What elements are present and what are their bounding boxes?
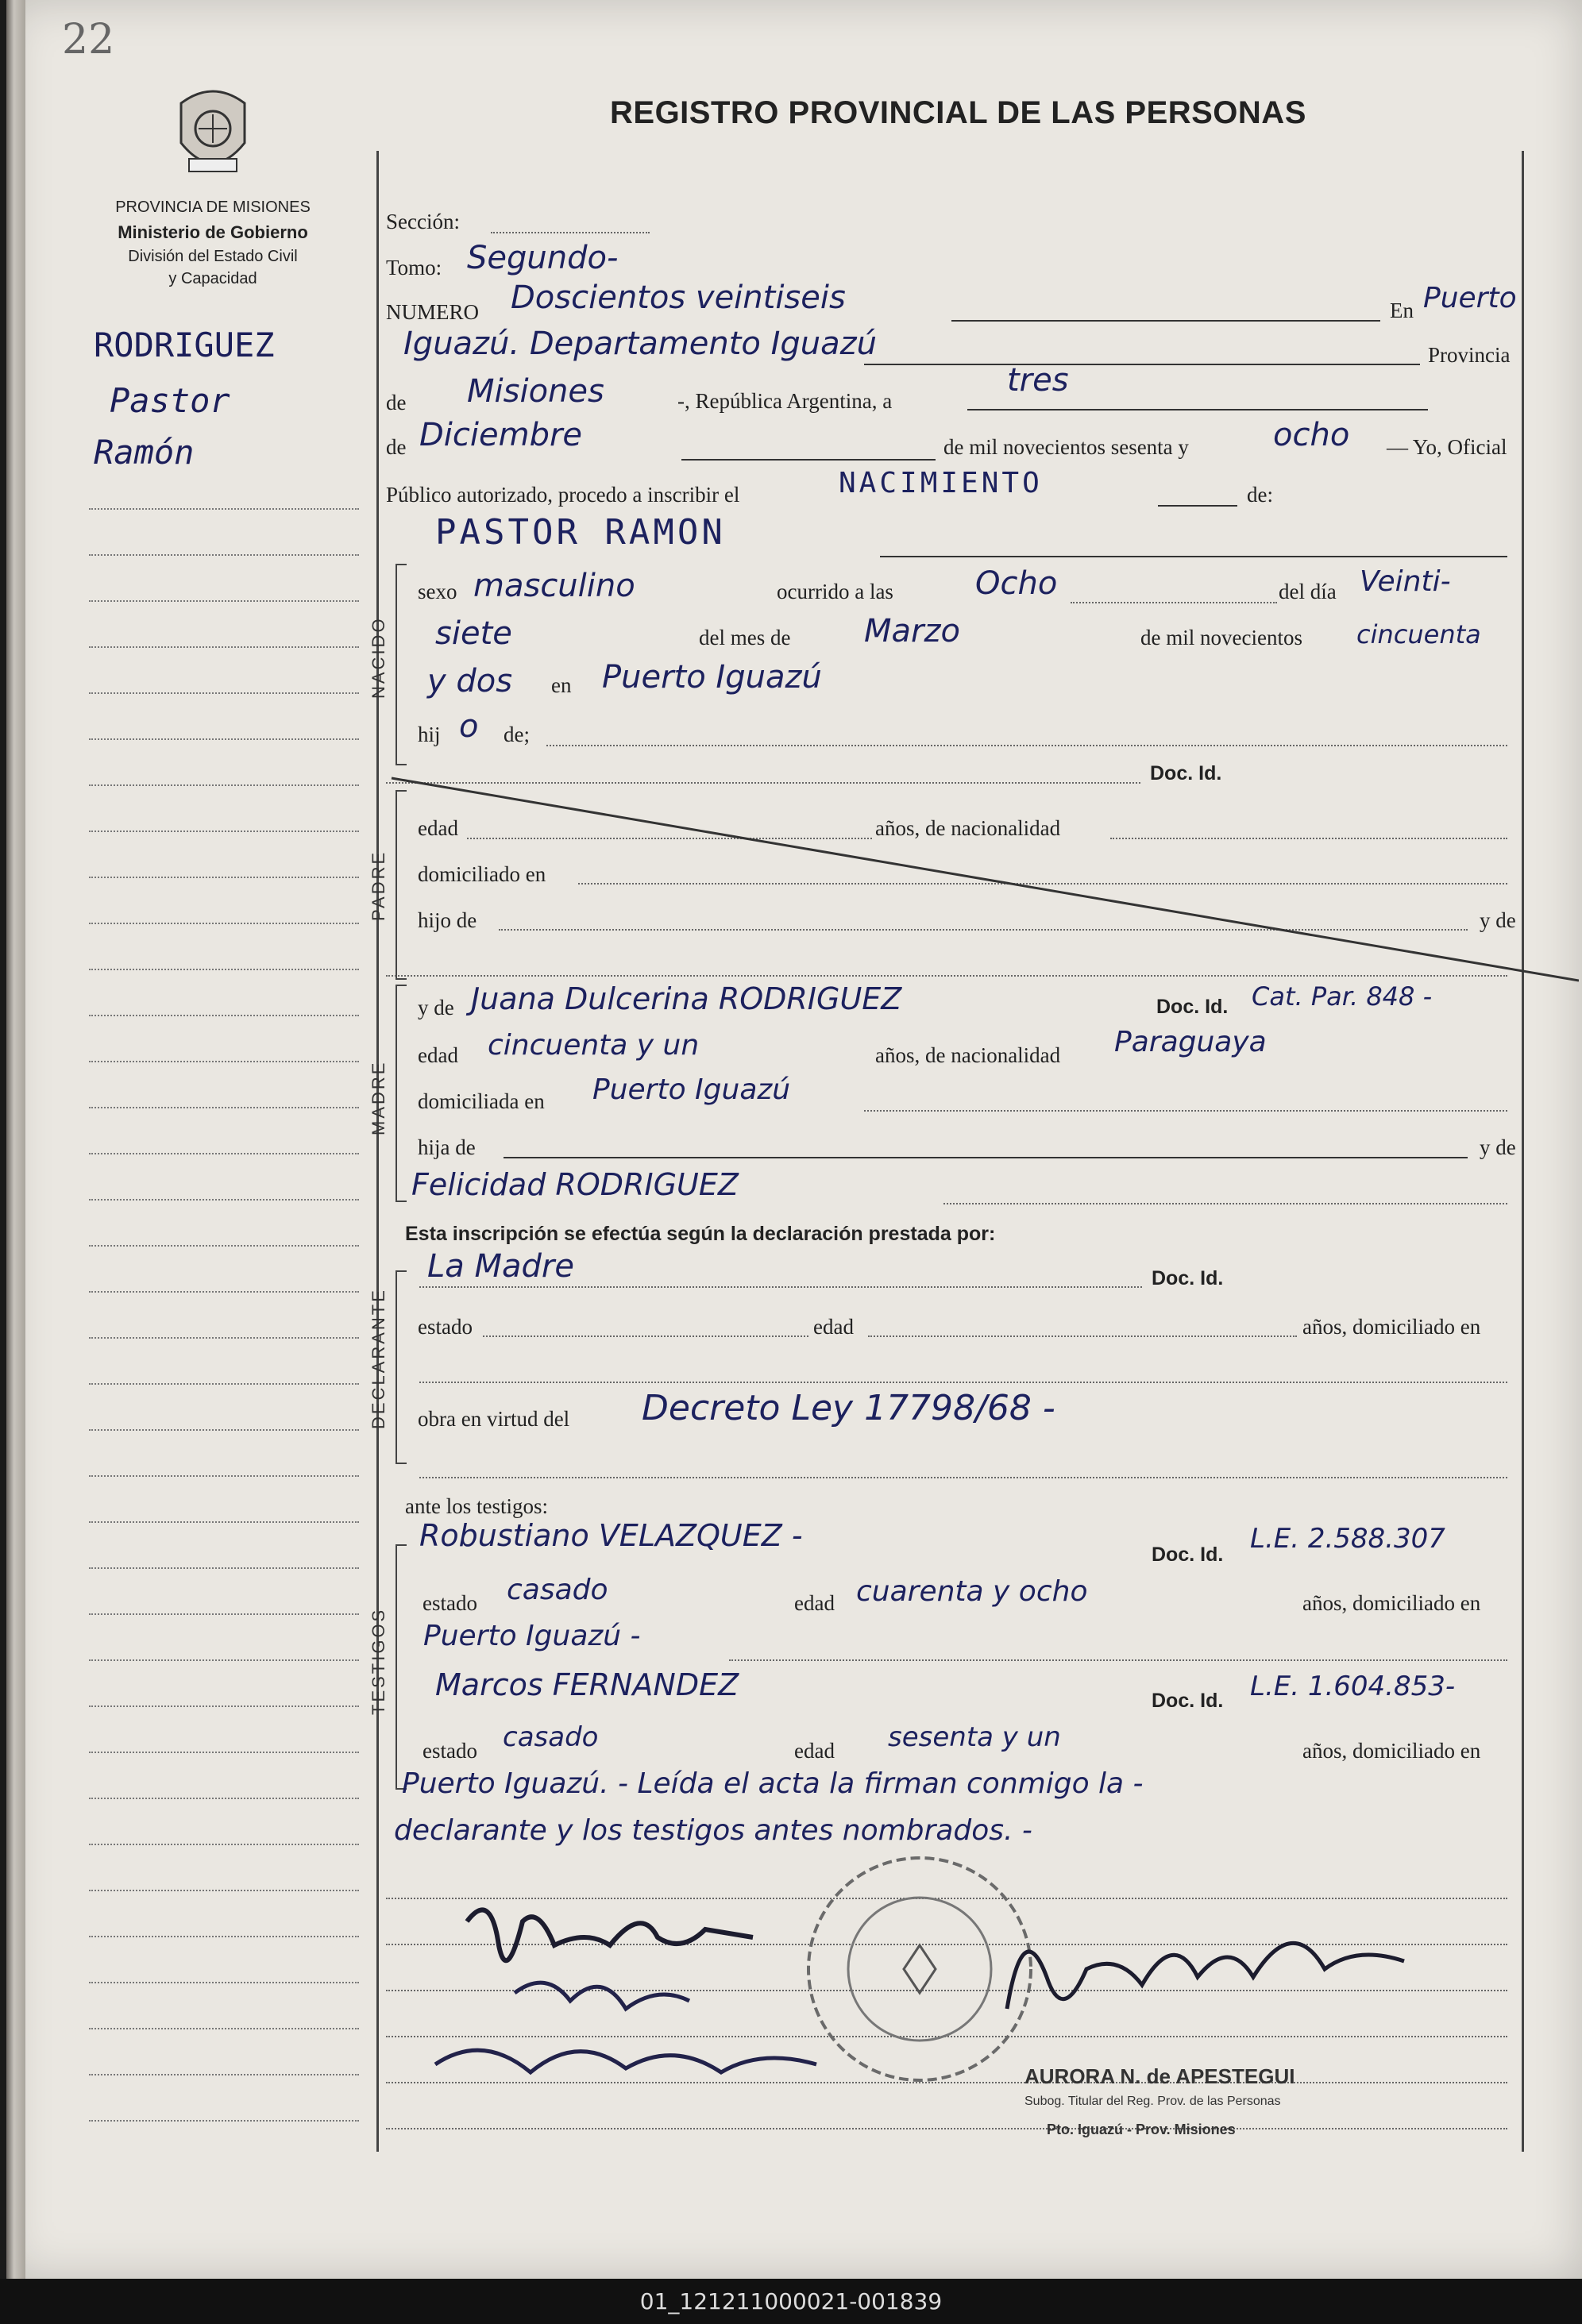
testigo-1-estado-label: estado (423, 1591, 477, 1615)
publico-text: Público autorizado, procedo a inscribir el (386, 483, 740, 507)
testigo-2-doc: L.E. 1.604.853- (1250, 1671, 1456, 1702)
provincia-de-label: de (386, 391, 407, 414)
margin-ruled-line (89, 831, 359, 832)
madre-name: Juana Dulcerina RODRIGUEZ (471, 981, 902, 1016)
margin-ruled-line (89, 1475, 359, 1477)
madre-yde-label: y de (418, 996, 454, 1019)
tomo-label: Tomo: (386, 256, 442, 279)
margin-ruled-line (89, 1936, 359, 1937)
margin-ruled-line (89, 1383, 359, 1385)
testigo-1-dom-line (729, 1659, 1507, 1661)
testigo-2-doc-label: Doc. Id. (1152, 1690, 1224, 1712)
province-crest-icon (165, 79, 260, 191)
seccion-line (491, 232, 650, 233)
lugar-value: Puerto Iguazú (602, 659, 822, 696)
margin-ruled-line (89, 1015, 359, 1016)
madre-section-label: MADRE (368, 1060, 388, 1135)
mes-line (681, 459, 936, 461)
margin-ruled-line (89, 2120, 359, 2122)
margin-ruled-line (89, 923, 359, 924)
margin-ruled-line (89, 1429, 359, 1431)
en-label: En (1390, 299, 1414, 322)
office-line-3: División del Estado Civil (128, 248, 298, 265)
margin-ruled-line (89, 1567, 359, 1569)
seccion-label: Sección: (386, 210, 460, 233)
testigo-2-dom-label: años, domiciliado en (1302, 1739, 1481, 1763)
document-title: REGISTRO PROVINCIAL DE LAS PERSONAS (610, 95, 1306, 130)
margin-ruled-line (89, 508, 359, 510)
place-value: Iguazú. Departamento Iguazú (403, 326, 877, 362)
madre-nac-value: Paraguaya (1114, 1026, 1267, 1058)
certificate-page (6, 0, 1582, 2279)
page-number: 22 (62, 16, 115, 64)
madre-dom-value: Puerto Iguazú (592, 1073, 791, 1106)
numero-value: Doscientos veintiseis (511, 279, 846, 316)
acto-value: NACIMIENTO (839, 467, 1043, 499)
padre-cancel-stroke (388, 774, 1579, 996)
nacido-section-label: NACIDO (368, 616, 388, 699)
margin-ruled-line (89, 1659, 359, 1661)
declarante-bracket (396, 1270, 407, 1464)
madre-doc-value: Cat. Par. 848 - (1252, 981, 1433, 1012)
madre-bracket (396, 985, 407, 1202)
office-line-2: Ministerio de Gobierno (118, 222, 308, 242)
declarante-doc-line (419, 1286, 1142, 1288)
margin-ruled-line (89, 1061, 359, 1062)
margin-ruled-line (89, 1890, 359, 1891)
place-line (864, 364, 1420, 365)
margin-ruled-line (89, 1752, 359, 1753)
dia-value: tres (1007, 362, 1069, 399)
en-value: Puerto (1423, 282, 1517, 314)
nacido-bracket (396, 564, 407, 765)
tomo-value: Segundo- (467, 240, 619, 276)
padre-nac-label: años, de nacionalidad (875, 816, 1061, 840)
acto-line (1158, 505, 1237, 507)
madre-dom-line (864, 1110, 1507, 1112)
madre-madre-value: Felicidad RODRIGUEZ (411, 1167, 739, 1202)
dia-value: Veinti- (1360, 565, 1451, 598)
margin-ruled-line (89, 1291, 359, 1293)
testigo-1-dom: Puerto Iguazú - (423, 1620, 641, 1652)
hijo-de-label: de; (504, 723, 530, 746)
madre-dom-label: domiciliada en (418, 1089, 545, 1113)
del-dia-label: del día (1279, 580, 1337, 603)
madre-edad-label: edad (418, 1043, 458, 1067)
testigo-2-edad-label: edad (794, 1739, 835, 1763)
testigo-1-doc: L.E. 2.588.307 (1250, 1523, 1445, 1555)
hijo-value: o (459, 708, 479, 745)
numero-line (951, 320, 1380, 322)
nacido-name: PASTOR RAMON (435, 512, 726, 553)
declarante-bottom-line (419, 1477, 1507, 1478)
testigo-2-name: Marcos FERNANDEZ (435, 1667, 739, 1702)
testigos-bracket (396, 1544, 407, 1790)
declarante-dom-label: años, domiciliado en (1302, 1315, 1481, 1339)
hijo-label: hij (418, 723, 441, 746)
margin-ruled-line (89, 1613, 359, 1615)
margin-ruled-line (89, 1153, 359, 1154)
testigo-1-doc-label: Doc. Id. (1152, 1544, 1224, 1566)
office-line-4: y Capacidad (168, 270, 257, 287)
padre-section-label: PADRE (368, 850, 388, 921)
margin-ruled-line (89, 1705, 359, 1707)
madre-madre-line (943, 1203, 1507, 1204)
document-id-footer: 01_121211000021-001839 (0, 2279, 1582, 2324)
closing-line-2: declarante y los testigos antes nombrados. - (394, 1814, 1032, 1847)
testigo-1-estado: casado (507, 1574, 608, 1606)
testigo-1-name: Robustiano VELAZQUEZ - (419, 1518, 803, 1553)
mil-novecientos-label: de mil novecientos (1140, 626, 1302, 649)
dia-line (967, 409, 1428, 410)
mil-text: de mil novecientos sesenta y (943, 435, 1189, 459)
mes-value: Diciembre (419, 417, 583, 453)
declarante-edad-line (868, 1335, 1297, 1337)
testigo-2-estado-label: estado (423, 1739, 477, 1763)
book-binding (6, 0, 25, 2279)
nacido-anio-value-2: y dos (427, 663, 513, 700)
obra-value: Decreto Ley 17798/68 - (642, 1388, 1055, 1428)
nacido-name-line (880, 556, 1507, 557)
nacido-doc-label: Doc. Id. (1150, 762, 1222, 784)
de-colon: de: (1247, 483, 1273, 507)
margin-ruled-line (89, 692, 359, 694)
margin-given-name-2: Ramón (94, 433, 195, 472)
official-place: Pto. Iguazú - Prov. Misiones (1047, 2122, 1236, 2137)
margin-ruled-line (89, 1337, 359, 1339)
margin-ruled-line (89, 554, 359, 556)
numero-label: NUMERO (386, 300, 480, 324)
testigo-2-estado: casado (503, 1721, 599, 1753)
margin-ruled-line (89, 738, 359, 740)
official-signature (991, 1882, 1436, 2056)
sexo-label: sexo (418, 580, 457, 603)
republica-text: -, República Argentina, a (677, 389, 893, 413)
official-title: Subog. Titular del Reg. Prov. de las Personas (1024, 2095, 1281, 2108)
madre-nac-label: años, de nacionalidad (875, 1043, 1061, 1067)
nacido-en-label: en (551, 673, 572, 697)
margin-ruled-line (89, 2074, 359, 2075)
declarante-value: La Madre (427, 1248, 574, 1285)
margin-ruled-line (89, 969, 359, 970)
declarante-estado-label: estado (418, 1315, 473, 1339)
declarante-edad-label: edad (813, 1315, 854, 1339)
hora-line (1071, 602, 1277, 603)
margin-ruled-line (89, 1844, 359, 1845)
mes-de-label: de (386, 435, 407, 459)
margin-given-name-1: Pastor (110, 381, 230, 420)
padre-yde-label: y de (1480, 908, 1516, 932)
margin-ruled-line (89, 877, 359, 878)
provincia-label: Provincia (1428, 343, 1511, 367)
signature-ruled-line (386, 2128, 1507, 2129)
hijo-line (546, 745, 1507, 746)
nacido-anio-value: cincuenta (1356, 619, 1481, 649)
declarante-section-label: DECLARANTE (368, 1288, 388, 1429)
margin-ruled-line (89, 1798, 359, 1799)
padre-dom-label: domiciliado en (418, 862, 546, 886)
obra-label: obra en virtud del (418, 1407, 570, 1431)
anio-value: ocho (1273, 417, 1350, 453)
margin-ruled-line (89, 2028, 359, 2029)
ocurrido-label: ocurrido a las (777, 580, 893, 603)
margin-surname: RODRIGUEZ (94, 326, 275, 364)
madre-hija-line (504, 1157, 1468, 1158)
padre-hijo-label: hijo de (418, 908, 477, 932)
testigo-1-edad-label: edad (794, 1591, 835, 1615)
margin-ruled-line (89, 646, 359, 648)
closing-line-1: Puerto Iguazú. - Leída el acta la firman conmigo la - (402, 1767, 1144, 1800)
dia-value-2: siete (435, 615, 512, 652)
hora-value: Ocho (975, 565, 1058, 602)
testigo-1-dom-label: años, domiciliado en (1302, 1591, 1481, 1615)
form-frame-right (1522, 151, 1524, 2152)
margin-ruled-line (89, 1199, 359, 1201)
padre-edad-label: edad (418, 816, 458, 840)
testigo-2-edad: sesenta y un (888, 1721, 1061, 1753)
provincia-value: Misiones (467, 373, 604, 410)
margin-ruled-line (89, 1107, 359, 1108)
declarante-estado-line (483, 1335, 808, 1337)
testigo-1-edad: cuarenta y ocho (856, 1575, 1088, 1608)
official-name: AURORA N. de APESTEGUI (1024, 2064, 1295, 2088)
del-mes-label: del mes de (699, 626, 791, 649)
margin-ruled-line (89, 1245, 359, 1247)
margin-ruled-line (89, 1982, 359, 1983)
sexo-value: masculino (473, 568, 635, 604)
margin-ruled-line (89, 784, 359, 786)
madre-yde2-label: y de (1480, 1135, 1516, 1159)
madre-doc-label: Doc. Id. (1156, 996, 1229, 1018)
testigos-label: ante los testigos: (405, 1494, 548, 1518)
declarante-dom-line (419, 1382, 1507, 1383)
margin-ruled-line (89, 1521, 359, 1523)
declarante-doc-label: Doc. Id. (1152, 1267, 1224, 1289)
margin-ruled-line (89, 600, 359, 602)
witness-signatures (419, 1874, 864, 2112)
nacido-mes-value: Marzo (864, 613, 960, 649)
madre-hija-label: hija de (418, 1135, 476, 1159)
yo-oficial-text: — Yo, Oficial (1387, 435, 1507, 459)
testigos-section-label: TESTIGOS (368, 1607, 388, 1715)
madre-edad-value: cincuenta y un (488, 1029, 700, 1062)
form-frame-left (376, 151, 379, 2152)
declaracion-text: Esta inscripción se efectúa según la declaración prestada por: (405, 1223, 996, 1245)
office-line-1: PROVINCIA DE MISIONES (115, 198, 311, 216)
